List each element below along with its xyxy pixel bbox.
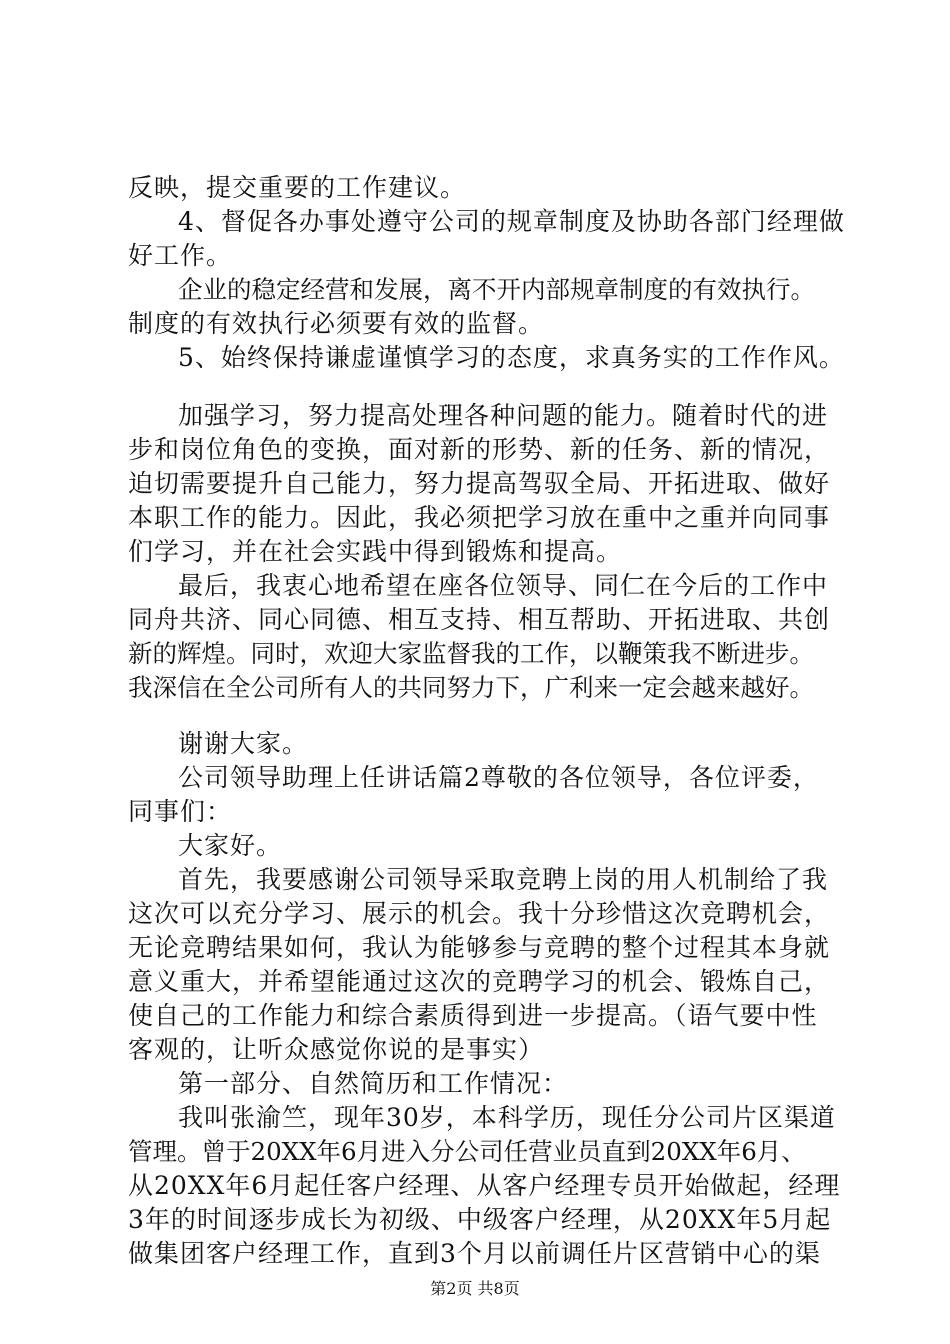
text-line: 反映，提交重要的工作建议。 (128, 173, 467, 202)
text-line: 5、始终保持谦虚谨慎学习的态度，求真务实的工作作风。 (178, 343, 845, 372)
text-line: 意义重大，并希望能通过这次的竞聘学习的机会、锻炼自己， (128, 967, 831, 996)
text-line: 首先，我要感谢公司领导采取竞聘上岗的用人机制给了我 (178, 865, 829, 894)
text-line: 同舟共济、同心同德、相互支持、相互帮助、开拓进取、共创 (128, 605, 831, 634)
text-line: 们学习，并在社会实践中得到锻炼和提高。 (128, 537, 623, 566)
text-line: 公司领导助理上任讲话篇2尊敬的各位领导，各位评委， (178, 763, 819, 792)
text-line: 迫切需要提升自己能力，努力提高驾驭全局、开拓进取、做好 (128, 469, 831, 498)
text-line: 同事们： (128, 797, 233, 826)
text-line: 步和岗位角色的变换，面对新的形势、新的任务、新的情况， (128, 435, 831, 464)
text-line: 最后，我衷心地希望在座各位领导、同仁在今后的工作中 (178, 571, 829, 600)
text-line: 加强学习，努力提高处理各种问题的能力。随着时代的进 (178, 401, 829, 430)
text-line: 使自己的工作能力和综合素质得到进一步提高。（语气要中性 (128, 1001, 818, 1030)
text-line: 我深信在全公司所有人的共同努力下，广利来一定会越来越好。 (128, 673, 814, 702)
page-number-footer: 第2页 共8页 (430, 1279, 520, 1298)
text-line: 从20XX年6月起任客户经理、从客户经理专员开始做起，经理 (128, 1171, 841, 1200)
text-line: 企业的稳定经营和发展，离不开内部规章制度的有效执行。 (178, 275, 815, 304)
text-line: 大家好。 (178, 831, 283, 860)
text-line: 3年的时间逐步成长为初级、中级客户经理，从20XX年5月起 (128, 1205, 832, 1234)
text-line: 新的辉煌。同时，欢迎大家监督我的工作，以鞭策我不断进步。 (128, 639, 814, 668)
text-line: 无论竞聘结果如何，我认为能够参与竞聘的整个过程其本身就 (128, 933, 831, 962)
text-line: 好工作。 (128, 241, 233, 270)
text-line: 第一部分、自然简历和工作情况： (178, 1069, 569, 1098)
text-line: 做集团客户经理工作，直到3个月以前调任片区营销中心的渠 (128, 1239, 821, 1268)
text-line: 这次可以充分学习、展示的机会。我十分珍惜这次竞聘机会， (128, 899, 831, 928)
text-line: 谢谢大家。 (178, 729, 309, 758)
text-line: 制度的有效执行必须要有效的监督。 (128, 309, 545, 338)
text-line: 管理。曾于20XX年6月进入分公司任营业员直到20XX年6月、 (128, 1137, 806, 1166)
text-line: 本职工作的能力。因此，我必须把学习放在重中之重并向同事 (128, 503, 831, 532)
text-line: 客观的，让听众感觉你说的是事实） (128, 1035, 545, 1064)
text-line: 我叫张渝竺，现年30岁，本科学历，现任分公司片区渠道 (178, 1103, 836, 1132)
text-line: 4、督促各办事处遵守公司的规章制度及协助各部门经理做 (178, 207, 845, 236)
